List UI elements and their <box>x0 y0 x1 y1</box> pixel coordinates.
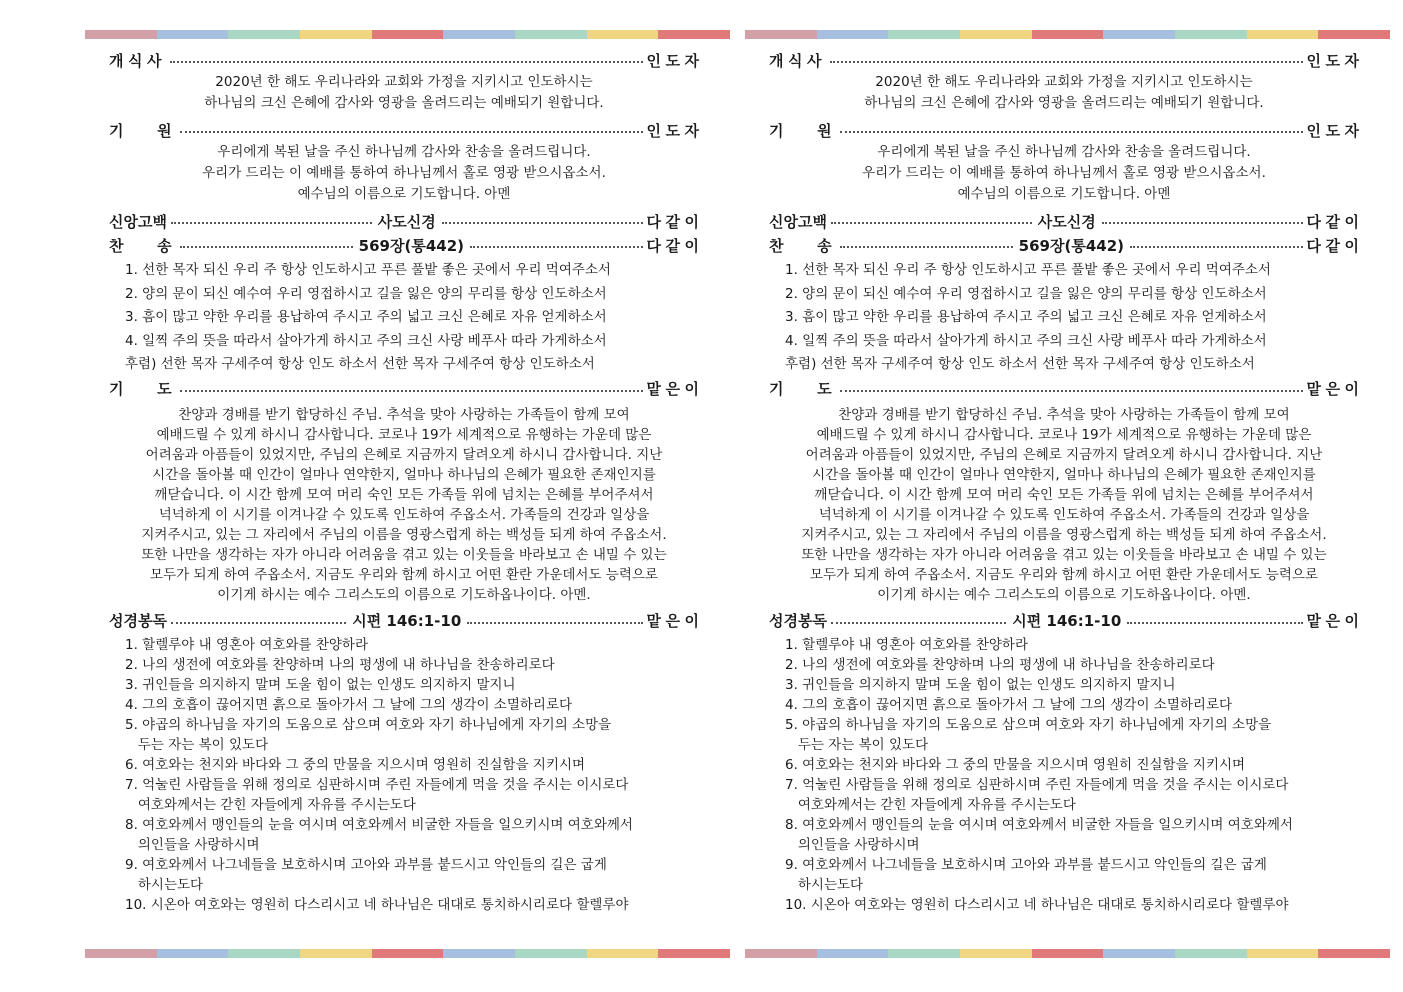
verse-item: 9. 여호와께서 나그네들을 보호하시며 고아와 과부를 붙드시고 악인들의 길은 굽게 하시는도다 <box>785 856 1267 893</box>
reading-passage: 시편 146:1-10 <box>1012 612 1122 630</box>
verse-item: 9. 여호와께서 나그네들을 보호하시며 고아와 과부를 붙드시고 악인들의 길은 굽게 하시는도다 <box>125 856 607 893</box>
stripe-segment <box>443 949 515 958</box>
opening-text <box>769 72 1359 114</box>
text-line: 지켜주시고, 있는 그 자리에서 주님의 이름을 영광스럽게 하는 백성들 되게 하여 주옵소서. <box>141 526 667 543</box>
stripe-segment <box>515 949 587 958</box>
invocation-label: 기 원 <box>769 121 837 140</box>
verse-item: 1. 할렐루야 내 영혼아 여호와를 찬양하라 <box>125 636 368 653</box>
text-line: 2020년 한 해도 우리나라와 교회와 가정을 지키시고 인도하시는 <box>875 74 1253 90</box>
dotted-leader <box>1102 222 1303 224</box>
hymn-label: 찬 송 <box>109 236 177 255</box>
stripe-segment <box>1247 30 1319 39</box>
text-line: 모두가 되게 하여 주옵소서. 지금도 우리와 함께 하시고 어떤 환란 가운데서도 능력으로 <box>810 566 1318 583</box>
reading-leader: 맡은이 <box>1306 612 1364 630</box>
text-line: 또한 나만을 생각하는 자가 아니라 어려움을 겪고 있는 이웃들을 바라보고 손 내밀 수 있는 <box>801 546 1327 563</box>
text-line: 찬양과 경배를 받기 합당하신 주님. 추석을 맞아 사랑하는 가족들이 함께 모여 <box>838 406 1290 423</box>
dotted-leader <box>840 390 1302 392</box>
text-line: 깨닫습니다. 이 시간 함께 모여 머리 숙인 모든 가족들 위에 넘치는 은혜를 부어주셔서 <box>154 486 654 503</box>
bulletin-page-left <box>85 0 730 992</box>
verse-item: 후렴) 선한 목자 구세주여 항상 인도 하소서 선한 목자 구세주여 항상 인도하소서 <box>125 356 595 372</box>
reading-label: 성경봉독 <box>109 612 167 630</box>
reading-header <box>769 609 1364 633</box>
invocation-leader: 인도자 <box>1306 121 1364 140</box>
verse-item: 5. 야곱의 하나님을 자기의 도움으로 삼으며 여호와 자기 하나님에게 자기의 소망을 두는 자는 복이 있도다 <box>785 716 1272 753</box>
dotted-leader <box>180 131 642 133</box>
text-line: 이기게 하시는 예수 그리스도의 이름으로 기도하옵나이다. 아멘. <box>217 586 591 603</box>
stripe-segment <box>228 30 300 39</box>
verse-item: 6. 여호와는 천지와 바다와 그 중의 만물을 지으시며 영원히 진실함을 지키시며 <box>785 756 1246 773</box>
stripe-segment <box>817 949 889 958</box>
text-line: 우리에게 복된 날을 주신 하나님께 감사와 찬송을 올려드립니다. <box>217 144 591 160</box>
text-line: 우리가 드리는 이 예배를 통하여 하나님께서 홀로 영광 받으시옵소서. <box>862 165 1266 181</box>
hymn-leader: 다같이 <box>1306 236 1364 255</box>
hymn-number: 569장(통442) <box>358 236 464 255</box>
verse-item: 10. 시온아 여호와는 영원히 다스리시고 네 하나님은 대대로 통치하시리로다 할렐루야 <box>785 896 1289 913</box>
dotted-leader <box>840 246 1013 248</box>
invocation-text <box>769 142 1359 205</box>
scripture-verses <box>769 635 1359 915</box>
creed-header <box>109 209 704 233</box>
text-line: 시간을 돌아볼 때 인간이 얼마나 연약한지, 얼마나 하나님의 은혜가 필요한 존재인지를 <box>812 466 1316 483</box>
prayer-text <box>109 405 699 605</box>
invocation-header <box>109 118 704 142</box>
text-line: 예수님의 이름으로 기도합니다. 아멘 <box>957 186 1171 202</box>
verse-item: 3. 흠이 많고 약한 우리를 용납하여 주시고 주의 넓고 크신 은혜로 자유 얻게하소서 <box>785 309 1267 325</box>
verse-item: 2. 나의 생전에 여호와를 찬양하며 나의 평생에 내 하나님을 찬송하리로다 <box>125 656 555 673</box>
top-color-stripe <box>745 30 1390 39</box>
invocation-label: 기 원 <box>109 121 177 140</box>
stripe-segment <box>157 30 229 39</box>
verse-item: 1. 선한 목자 되신 우리 주 항상 인도하시고 푸른 풀밭 좋은 곳에서 우리 먹여주소서 <box>125 262 611 278</box>
text-line: 넉넉하게 이 시기를 이겨나갈 수 있도록 인도하여 주옵소서. 가족들의 건강과 일상을 <box>158 506 650 523</box>
verse-item: 2. 나의 생전에 여호와를 찬양하며 나의 평생에 내 하나님을 찬송하리로다 <box>785 656 1215 673</box>
hymn-verses <box>109 259 699 377</box>
opening-label: 개식사 <box>109 51 166 70</box>
text-line: 시간을 돌아볼 때 인간이 얼마나 연약한지, 얼마나 하나님의 은혜가 필요한 존재인지를 <box>152 466 656 483</box>
stripe-segment <box>1247 949 1319 958</box>
opening-header <box>769 48 1364 72</box>
opening-leader: 인도자 <box>1306 51 1364 70</box>
text-line: 모두가 되게 하여 주옵소서. 지금도 우리와 함께 하시고 어떤 환란 가운데서도 능력으로 <box>150 566 658 583</box>
verse-item: 8. 여호와께서 맹인들의 눈을 여시며 여호와께서 비굴한 자들을 일으키시며 여호와께서 의인들을 사랑하시며 <box>785 816 1293 853</box>
stripe-segment <box>85 949 157 958</box>
verse-item: 3. 귀인들을 의지하지 말며 도울 힘이 없는 인생도 의지하지 말지니 <box>125 676 516 693</box>
bottom-color-stripe <box>745 949 1390 958</box>
hymn-number: 569장(통442) <box>1018 236 1124 255</box>
verse-item: 8. 여호와께서 맹인들의 눈을 여시며 여호와께서 비굴한 자들을 일으키시며 여호와께서 의인들을 사랑하시며 <box>125 816 633 853</box>
dotted-leader <box>180 390 642 392</box>
verse-item: 4. 일찍 주의 뜻을 따라서 살아가게 하시고 주의 크신 사랑 베푸사 따라 가게하소서 <box>125 332 607 349</box>
verse-item: 2. 양의 문이 되신 예수여 우리 영접하시고 길을 잃은 양의 무리를 항상 인도하소서 <box>785 285 1267 302</box>
dotted-leader <box>840 131 1302 133</box>
hymn-header <box>109 233 704 257</box>
stripe-segment <box>157 949 229 958</box>
creed-title: 사도신경 <box>377 212 436 231</box>
prayer-text <box>769 405 1359 605</box>
text-line: 어려움과 아픔들이 있었지만, 주님의 은혜로 지금까지 달려오게 하시니 감사합니다. 지난 <box>805 446 1323 463</box>
dotted-leader <box>831 622 1006 624</box>
verse-item: 4. 일찍 주의 뜻을 따라서 살아가게 하시고 주의 크신 사랑 베푸사 따라 가게하소서 <box>785 332 1267 349</box>
stripe-segment <box>1032 30 1104 39</box>
stripe-segment <box>1175 30 1247 39</box>
prayer-header <box>769 377 1364 401</box>
text-line: 넉넉하게 이 시기를 이겨나갈 수 있도록 인도하여 주옵소서. 가족들의 건강과 일상을 <box>818 506 1310 523</box>
invocation-header <box>769 118 1364 142</box>
verse-item: 4. 그의 호흡이 끊어지면 흙으로 돌아가서 그 날에 그의 생각이 소멸하리로다 <box>125 696 573 713</box>
text-line: 예배드릴 수 있게 하시니 감사합니다. 코로나 19가 세계적으로 유행하는 가운데 많은 <box>156 426 652 443</box>
invocation-text <box>109 142 699 205</box>
verse-item: 후렴) 선한 목자 구세주여 항상 인도 하소서 선한 목자 구세주여 항상 인도하소서 <box>785 356 1255 372</box>
text-line: 예수님의 이름으로 기도합니다. 아멘 <box>297 186 511 202</box>
dotted-leader <box>170 61 643 63</box>
verse-item: 4. 그의 호흡이 끊어지면 흙으로 돌아가서 그 날에 그의 생각이 소멸하리로다 <box>785 696 1233 713</box>
opening-label: 개식사 <box>769 51 826 70</box>
prayer-leader: 맡은이 <box>1306 380 1364 398</box>
bottom-color-stripe <box>85 949 730 958</box>
stripe-segment <box>817 30 889 39</box>
text-line: 어려움과 아픔들이 있었지만, 주님의 은혜로 지금까지 달려오게 하시니 감사합니다. 지난 <box>145 446 663 463</box>
verse-item: 3. 흠이 많고 약한 우리를 용납하여 주시고 주의 넓고 크신 은혜로 자유 얻게하소서 <box>125 309 607 325</box>
verse-item: 2. 양의 문이 되신 예수여 우리 영접하시고 길을 잃은 양의 무리를 항상 인도하소서 <box>125 285 607 302</box>
verse-item: 3. 귀인들을 의지하지 말며 도울 힘이 없는 인생도 의지하지 말지니 <box>785 676 1176 693</box>
reading-passage: 시편 146:1-10 <box>352 612 462 630</box>
text-line: 예배드릴 수 있게 하시니 감사합니다. 코로나 19가 세계적으로 유행하는 가운데 많은 <box>816 426 1312 443</box>
verse-item: 7. 억눌린 사람들을 위해 정의로 심판하시며 주린 자들에게 먹을 것을 주시는 이시로다 여호와께서는 갇힌 자들에게 자유를 주시는도다 <box>785 776 1289 813</box>
text-line: 지켜주시고, 있는 그 자리에서 주님의 이름을 영광스럽게 하는 백성들 되게 하여 주옵소서. <box>801 526 1327 543</box>
stripe-segment <box>587 30 659 39</box>
stripe-segment <box>300 30 372 39</box>
top-color-stripe <box>85 30 730 39</box>
text-line: 찬양과 경배를 받기 합당하신 주님. 추석을 맞아 사랑하는 가족들이 함께 모여 <box>178 406 630 423</box>
prayer-header <box>109 377 704 401</box>
creed-title: 사도신경 <box>1037 212 1096 231</box>
stripe-segment <box>1103 949 1175 958</box>
reading-label: 성경봉독 <box>769 612 827 630</box>
prayer-label: 기 도 <box>769 380 837 398</box>
dotted-leader <box>830 61 1303 63</box>
text-line: 우리가 드리는 이 예배를 통하여 하나님께서 홀로 영광 받으시옵소서. <box>202 165 606 181</box>
verse-item: 10. 시온아 여호와는 영원히 다스리시고 네 하나님은 대대로 통치하시리로다 할렐루야 <box>125 896 629 913</box>
stripe-segment <box>960 30 1032 39</box>
text-line: 하나님의 크신 은혜에 감사와 영광을 올려드리는 예배되기 원합니다. <box>204 95 604 111</box>
hymn-verses <box>769 259 1359 377</box>
dotted-leader <box>467 622 642 624</box>
stripe-segment <box>443 30 515 39</box>
creed-leader: 다같이 <box>1306 212 1364 231</box>
stripe-segment <box>1103 30 1175 39</box>
opening-text <box>109 72 699 114</box>
hymn-leader: 다같이 <box>646 236 704 255</box>
stripe-segment <box>1175 949 1247 958</box>
stripe-segment <box>300 949 372 958</box>
reading-header <box>109 609 704 633</box>
stripe-segment <box>372 30 444 39</box>
stripe-segment <box>745 949 817 958</box>
stripe-segment <box>658 949 730 958</box>
stripe-segment <box>1032 949 1104 958</box>
bulletin-page-right <box>745 0 1390 992</box>
stripe-segment <box>1318 949 1390 958</box>
stripe-segment <box>228 949 300 958</box>
text-line: 우리에게 복된 날을 주신 하나님께 감사와 찬송을 올려드립니다. <box>877 144 1251 160</box>
scripture-verses <box>109 635 699 915</box>
creed-header <box>769 209 1364 233</box>
stripe-segment <box>888 949 960 958</box>
stripe-segment <box>372 949 444 958</box>
stripe-segment <box>960 949 1032 958</box>
invocation-leader: 인도자 <box>646 121 704 140</box>
verse-item: 5. 야곱의 하나님을 자기의 도움으로 삼으며 여호와 자기 하나님에게 자기의 소망을 두는 자는 복이 있도다 <box>125 716 612 753</box>
prayer-leader: 맡은이 <box>646 380 704 398</box>
dotted-leader <box>1127 622 1302 624</box>
creed-label: 신앙고백 <box>769 212 827 231</box>
opening-header <box>109 48 704 72</box>
dotted-leader <box>442 222 643 224</box>
hymn-header <box>769 233 1364 257</box>
dotted-leader <box>831 222 1032 224</box>
text-line: 깨닫습니다. 이 시간 함께 모여 머리 숙인 모든 가족들 위에 넘치는 은혜를 부어주셔서 <box>814 486 1314 503</box>
dotted-leader <box>1130 246 1303 248</box>
creed-label: 신앙고백 <box>109 212 167 231</box>
text-line: 이기게 하시는 예수 그리스도의 이름으로 기도하옵나이다. 아멘. <box>877 586 1251 603</box>
stripe-segment <box>515 30 587 39</box>
verse-item: 1. 할렐루야 내 영혼아 여호와를 찬양하라 <box>785 636 1028 653</box>
dotted-leader <box>470 246 643 248</box>
text-line: 또한 나만을 생각하는 자가 아니라 어려움을 겪고 있는 이웃들을 바라보고 손 내밀 수 있는 <box>141 546 667 563</box>
opening-leader: 인도자 <box>646 51 704 70</box>
verse-item: 7. 억눌린 사람들을 위해 정의로 심판하시며 주린 자들에게 먹을 것을 주시는 이시로다 여호와께서는 갇힌 자들에게 자유를 주시는도다 <box>125 776 629 813</box>
reading-leader: 맡은이 <box>646 612 704 630</box>
stripe-segment <box>587 949 659 958</box>
order-of-worship <box>109 48 704 915</box>
text-line: 2020년 한 해도 우리나라와 교회와 가정을 지키시고 인도하시는 <box>215 74 593 90</box>
creed-leader: 다같이 <box>646 212 704 231</box>
order-of-worship <box>769 48 1364 915</box>
stripe-segment <box>745 30 817 39</box>
stripe-segment <box>1318 30 1390 39</box>
verse-item: 1. 선한 목자 되신 우리 주 항상 인도하시고 푸른 풀밭 좋은 곳에서 우리 먹여주소서 <box>785 262 1271 278</box>
dotted-leader <box>171 222 372 224</box>
stripe-segment <box>658 30 730 39</box>
stripe-segment <box>85 30 157 39</box>
stripe-segment <box>888 30 960 39</box>
hymn-label: 찬 송 <box>769 236 837 255</box>
dotted-leader <box>180 246 353 248</box>
text-line: 하나님의 크신 은혜에 감사와 영광을 올려드리는 예배되기 원합니다. <box>864 95 1264 111</box>
verse-item: 6. 여호와는 천지와 바다와 그 중의 만물을 지으시며 영원히 진실함을 지키시며 <box>125 756 586 773</box>
prayer-label: 기 도 <box>109 380 177 398</box>
dotted-leader <box>171 622 346 624</box>
